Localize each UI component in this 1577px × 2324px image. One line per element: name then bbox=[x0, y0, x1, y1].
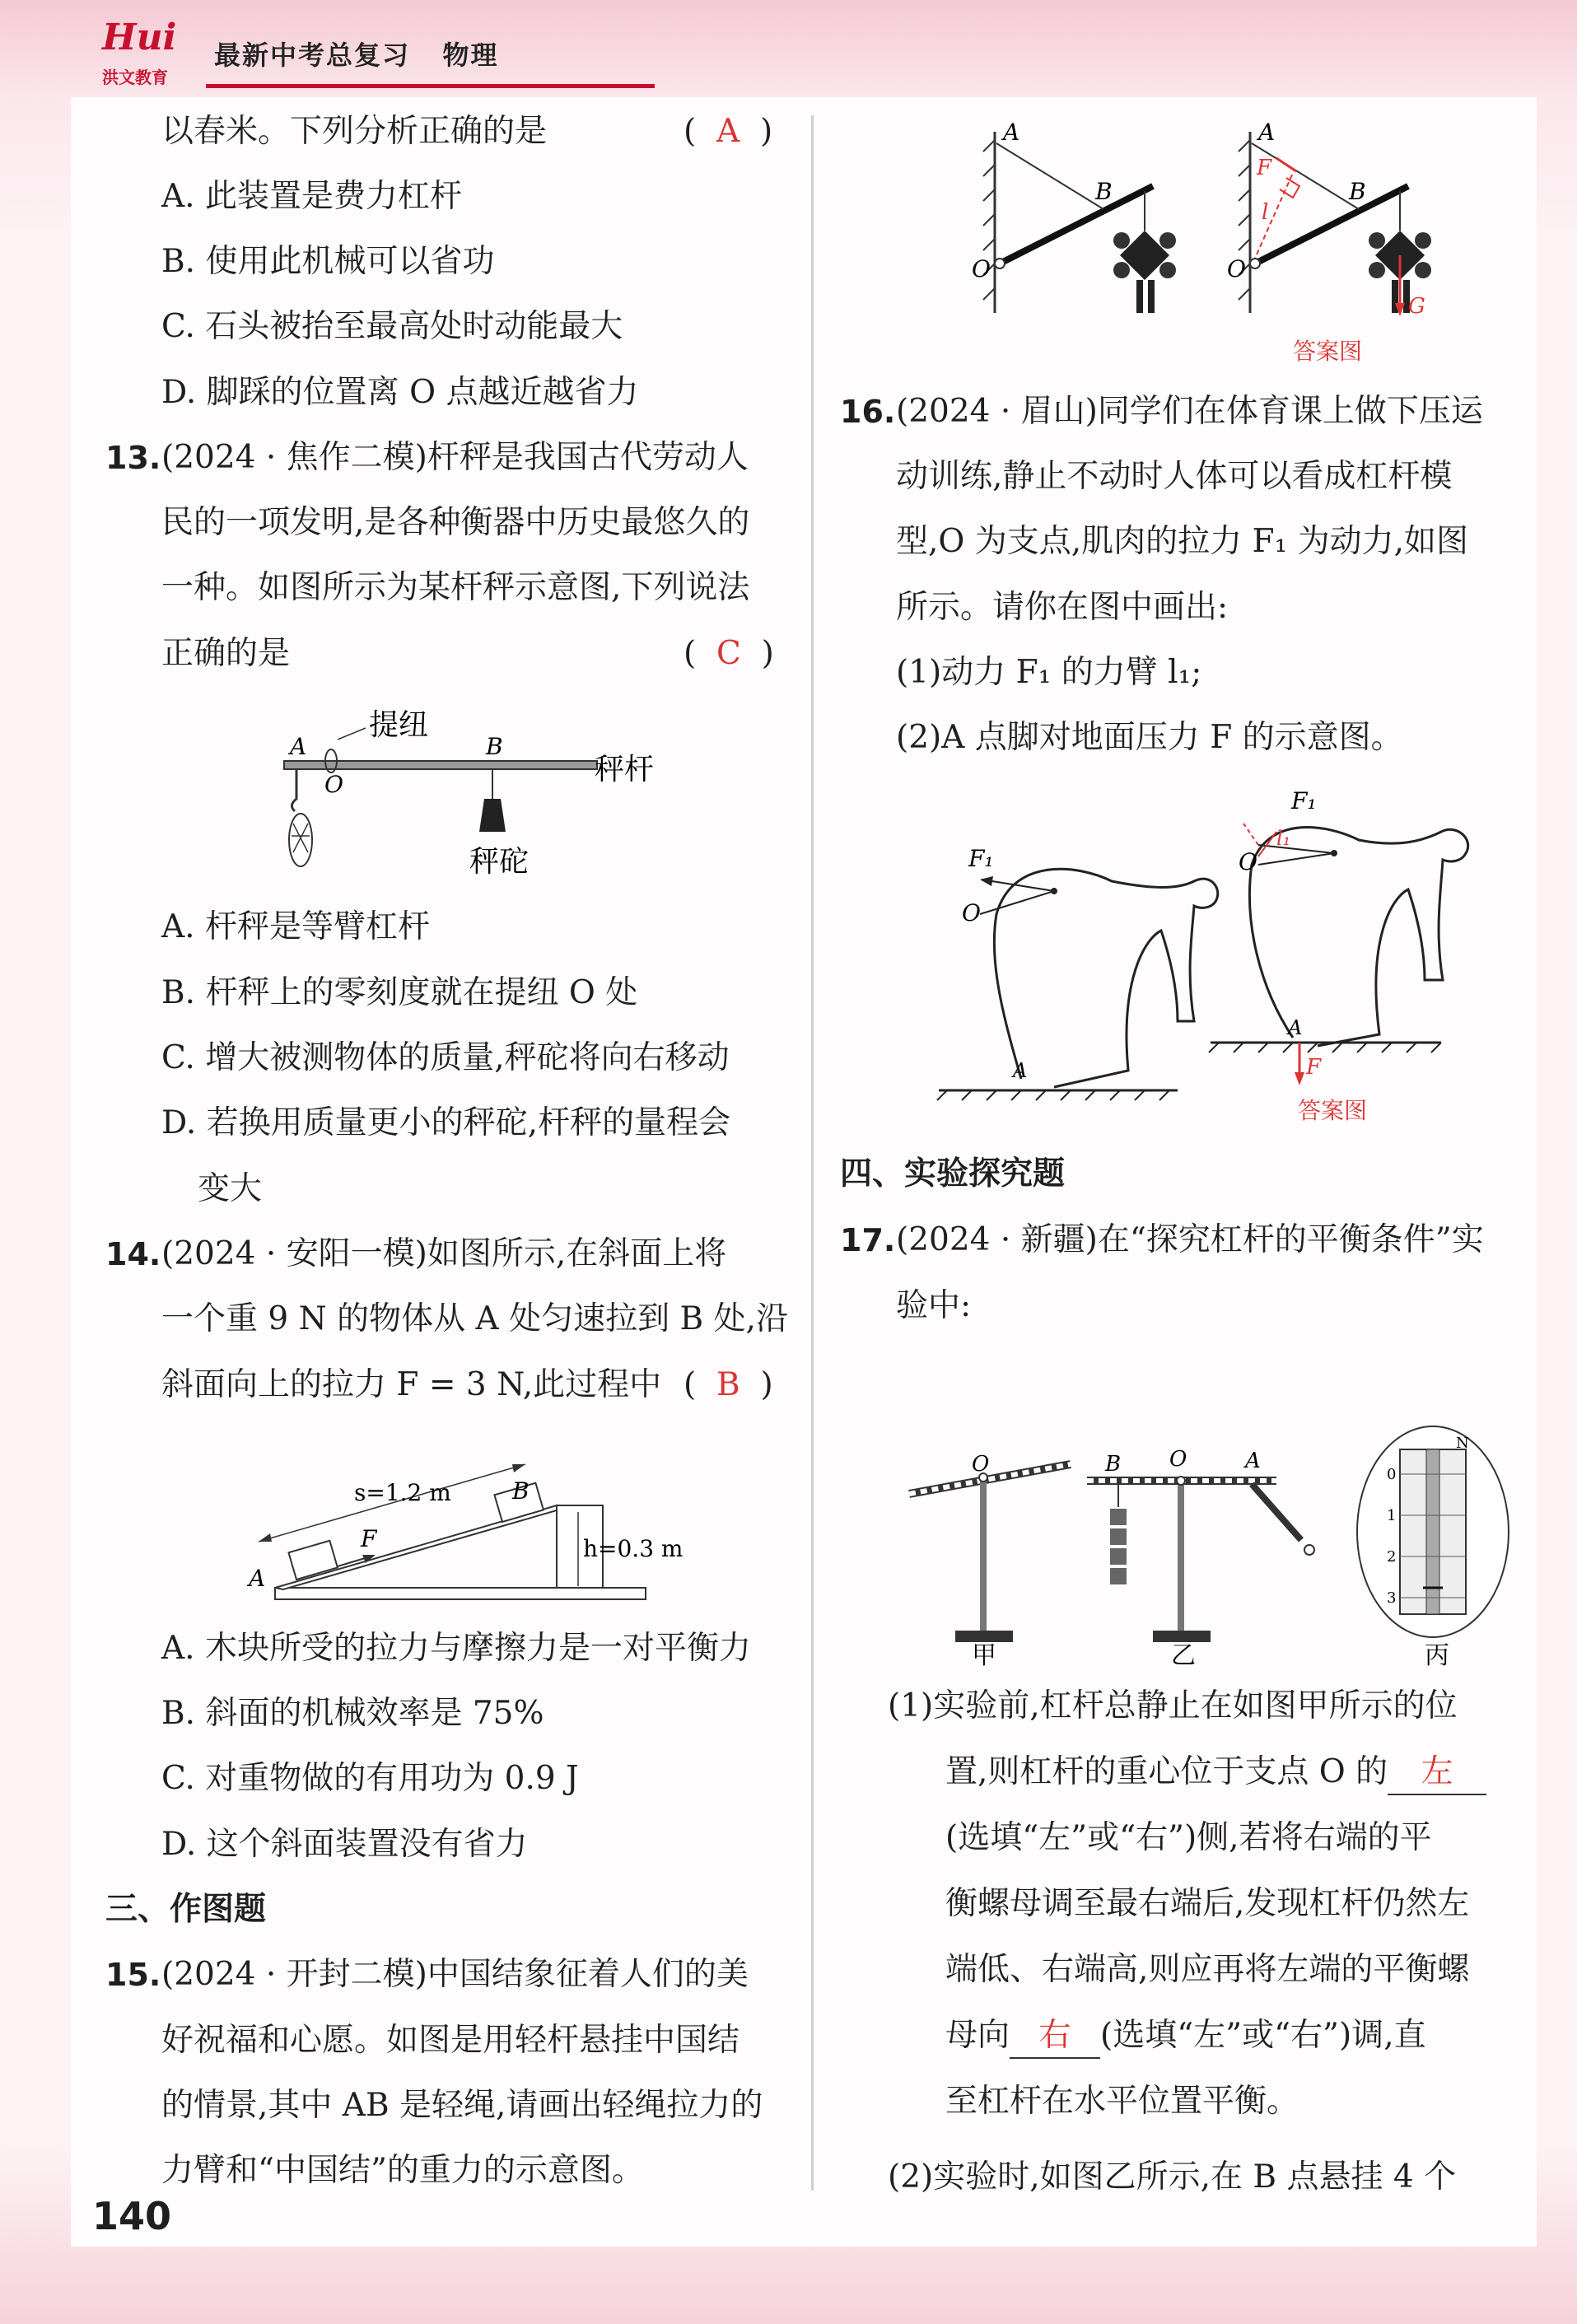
q15-number: 15. bbox=[105, 1957, 161, 1993]
q14-option-c: C. 对重物做的有用功为 0.9 J bbox=[161, 1760, 579, 1797]
label-N: N bbox=[1456, 1435, 1469, 1452]
logo-brand: Hui bbox=[102, 16, 177, 58]
q15-line-3: 的情景,其中 AB 是轻绳,请画出轻绳拉力的 bbox=[161, 2087, 763, 2124]
label-O-right: O bbox=[1239, 848, 1257, 875]
q17-p1-line-a: (1)实验前,杠杆总静止在如图甲所示的位 bbox=[888, 1687, 1458, 1724]
muscle-point-left bbox=[1051, 888, 1057, 894]
label-A: A bbox=[249, 1565, 266, 1592]
q12-stem-end: 以春米。下列分析正确的是 bbox=[161, 113, 548, 150]
scale-0: 0 bbox=[1387, 1466, 1397, 1483]
s-arrow-right bbox=[512, 1464, 525, 1472]
label-F1-right: F₁ bbox=[1291, 787, 1317, 814]
pivot-O bbox=[995, 259, 1005, 268]
muscle-line-right bbox=[1258, 853, 1334, 865]
label-B: B bbox=[512, 1477, 530, 1505]
logo-company: 洪文教育 bbox=[102, 68, 168, 87]
chinese-knot bbox=[1113, 231, 1176, 313]
label-tizu: 提纽 bbox=[369, 708, 429, 742]
label-O-left: O bbox=[962, 899, 981, 926]
q14-line-1: (2024 · 安阳一模)如图所示,在斜面上将 bbox=[161, 1235, 727, 1272]
q13-number: 13. bbox=[105, 440, 161, 476]
fish bbox=[289, 814, 312, 866]
q17-p1-line-b: 置,则杠杆的重心位于支点 O 的 左 bbox=[945, 1751, 1486, 1795]
scale-1: 1 bbox=[1387, 1507, 1397, 1524]
section-4-title: 四、实验探究题 bbox=[840, 1155, 1066, 1192]
q14-answer: ( B ) bbox=[684, 1366, 773, 1403]
q13-option-a: A. 杆秤是等臂杠杆 bbox=[161, 908, 430, 945]
label-B: B bbox=[486, 733, 503, 760]
F1-extension-line bbox=[1243, 824, 1258, 845]
label-A-yi: A bbox=[1245, 1449, 1261, 1473]
q13-option-d: D. 若换用质量更小的秤砣,杆秤的量程会 bbox=[161, 1104, 731, 1141]
ground-hatch-left bbox=[937, 1090, 1169, 1100]
answer-label-O: O bbox=[1227, 255, 1246, 282]
hook bbox=[292, 769, 296, 811]
F1-arrow-right bbox=[1258, 845, 1334, 853]
q17-p1-line-g: 至杠杆在水平位置平衡。 bbox=[945, 2083, 1299, 2120]
counterweight bbox=[479, 799, 506, 832]
q12-option-a: A. 此装置是费力杠杆 bbox=[161, 178, 462, 215]
q17-p1-line-e: 端低、右端高,则应再将左端的平衡螺 bbox=[945, 1951, 1470, 1988]
label-F1-left: F₁ bbox=[968, 845, 994, 872]
q13-line-4: 正确的是 bbox=[161, 635, 291, 672]
q12-answer: ( A ) bbox=[684, 113, 773, 150]
q14-number: 14. bbox=[105, 1236, 161, 1272]
scale-2: 2 bbox=[1387, 1548, 1397, 1566]
label-O: O bbox=[972, 255, 991, 282]
person-answer bbox=[1249, 828, 1467, 1046]
answer-caption-16: 答案图 bbox=[1298, 1097, 1368, 1124]
publisher-logo bbox=[99, 16, 198, 87]
label-jia: 甲 bbox=[972, 1641, 996, 1670]
q13-line-1: (2024 · 焦作二模)杆秤是我国古代劳动人 bbox=[161, 439, 749, 476]
label-bing: 丙 bbox=[1425, 1641, 1449, 1670]
pushup-figure bbox=[931, 774, 1491, 1128]
q16-line-4: 所示。请你在图中画出: bbox=[896, 589, 1229, 626]
label-yi: 乙 bbox=[1171, 1641, 1196, 1670]
l1-arm bbox=[1258, 832, 1276, 856]
q14-line-3: 斜面向上的拉力 F = 3 N,此过程中 bbox=[161, 1366, 662, 1403]
book-title: 最新中考总复习 物理 bbox=[214, 40, 499, 71]
label-A-left: A bbox=[1013, 1059, 1028, 1082]
q13-line-3: 一种。如图所示为某杆秤示意图,下列说法 bbox=[161, 569, 750, 606]
lever-jia bbox=[909, 1464, 1071, 1642]
q14-option-d: D. 这个斜面装置没有省力 bbox=[161, 1826, 528, 1863]
q16-line-3: 型,O 为支点,肌肉的拉力 F₁ 为动力,如图 bbox=[896, 523, 1469, 560]
header-underline bbox=[206, 84, 655, 88]
person-original bbox=[994, 869, 1217, 1087]
q17-p1-line-f: 母向 右 (选填“左”或“右”)调,直 bbox=[945, 2014, 1426, 2059]
q17-p1-line-c: (选填“左”或“右”)侧,若将右端的平 bbox=[945, 1819, 1432, 1856]
label-F-pressure: F bbox=[1306, 1055, 1322, 1080]
q17-line-2: 验中: bbox=[896, 1287, 972, 1324]
muscle-line-left bbox=[980, 891, 1054, 914]
lever-yi bbox=[1087, 1477, 1314, 1642]
answer-caption: 答案图 bbox=[1293, 338, 1363, 365]
muscle-point-right bbox=[1331, 850, 1337, 856]
page-number: 140 bbox=[92, 2194, 172, 2238]
label-B: B bbox=[1095, 178, 1113, 205]
q12-option-b: B. 使用此机械可以省功 bbox=[161, 243, 495, 280]
answer-label-G: G bbox=[1408, 294, 1425, 319]
q16-number: 16. bbox=[840, 394, 896, 430]
spacer9 bbox=[970, 891, 1054, 893]
pressure-arrowhead bbox=[1295, 1072, 1304, 1085]
q17-line-1: (2024 · 新疆)在“探究杠杆的平衡条件”实 bbox=[896, 1221, 1484, 1258]
q15-line-2: 好祝福和心愿。如图是用轻杆悬挂中国结 bbox=[161, 2022, 740, 2059]
spring-scale-dial bbox=[1357, 1426, 1509, 1637]
q13-option-b: B. 杆秤上的零刻度就在提纽 O 处 bbox=[161, 974, 638, 1011]
q14-line-2: 一个重 9 N 的物体从 A 处匀速拉到 B 处,沿 bbox=[161, 1300, 788, 1337]
label-A: A bbox=[290, 733, 307, 760]
q16-line-6: (2)A 点脚对地面压力 F 的示意图。 bbox=[896, 719, 1403, 756]
q15-line-4: 力臂和“中国结”的重力的示意图。 bbox=[161, 2152, 644, 2189]
label-h: h=0.3 m bbox=[583, 1535, 684, 1562]
tension-arrow bbox=[1276, 158, 1296, 171]
answer-label-F: F bbox=[1257, 156, 1272, 180]
chinese-knot-figure bbox=[963, 115, 1474, 379]
q12-option-d: D. 脚踩的位置离 O 点越近越省力 bbox=[161, 374, 639, 411]
label-l1: l₁ bbox=[1276, 827, 1291, 850]
label-O: O bbox=[324, 771, 343, 798]
label-F: F bbox=[361, 1525, 377, 1552]
label-O-jia: O bbox=[972, 1452, 990, 1477]
q13-option-c: C. 增大被测物体的质量,秤砣将向右移动 bbox=[161, 1039, 730, 1076]
label-O-yi: O bbox=[1169, 1447, 1187, 1472]
label-chenggan: 秤杆 bbox=[595, 753, 655, 786]
blank-1: 左 bbox=[1388, 1751, 1486, 1795]
q17-p2-line: (2)实验时,如图乙所示,在 B 点悬挂 4 个 bbox=[888, 2158, 1457, 2196]
label-A: A bbox=[1003, 119, 1020, 146]
steelyard-beam bbox=[284, 761, 597, 769]
label-B-yi: B bbox=[1105, 1452, 1122, 1477]
answer-pivot bbox=[1250, 259, 1260, 268]
q13-line-2: 民的一项发明,是各种衡器中历史最悠久的 bbox=[161, 504, 750, 541]
q14-option-a: A. 木块所受的拉力与摩擦力是一对平衡力 bbox=[161, 1630, 751, 1667]
scale-3: 3 bbox=[1387, 1589, 1397, 1607]
q16-line-2: 动训练,静止不动时人体可以看成杠杆模 bbox=[896, 458, 1453, 495]
q15-line-1: (2024 · 开封二模)中国结象征着人们的美 bbox=[161, 1956, 749, 1993]
blank-2: 右 bbox=[1010, 2014, 1100, 2059]
q13-answer: ( C ) bbox=[684, 635, 774, 672]
F1-arrowhead-left bbox=[980, 876, 993, 886]
answer-label-l: l bbox=[1262, 200, 1269, 225]
incline-base bbox=[275, 1588, 646, 1599]
lever-experiment-figure bbox=[889, 1416, 1515, 1670]
label-s: s=1.2 m bbox=[354, 1479, 451, 1506]
q17-p1-line-d: 衡螺母调至最右端后,发现杠杆仍然左 bbox=[945, 1885, 1470, 1922]
incline-figure bbox=[239, 1425, 684, 1614]
q12-option-c: C. 石头被抬至最高处时动能最大 bbox=[161, 308, 623, 345]
rope-AB bbox=[996, 143, 1103, 209]
answer-label-B: B bbox=[1349, 178, 1366, 205]
column-divider bbox=[811, 115, 814, 2191]
q16-line-1: (2024 · 眉山)同学们在体育课上做下压运 bbox=[896, 393, 1483, 430]
right-angle-mark bbox=[1280, 178, 1299, 198]
q17-number: 17. bbox=[840, 1222, 896, 1258]
label-chengtuo: 秤砣 bbox=[469, 845, 530, 879]
s-arrow-left bbox=[259, 1533, 272, 1542]
q16-line-5: (1)动力 F₁ 的力臂 l₁; bbox=[896, 654, 1202, 691]
label-A-right: A bbox=[1288, 1016, 1303, 1039]
section-3-title: 三、作图题 bbox=[105, 1891, 267, 1928]
q13-option-d-cont: 变大 bbox=[198, 1170, 263, 1207]
q14-option-b: B. 斜面的机械效率是 75% bbox=[161, 1695, 544, 1732]
steelyard-figure bbox=[272, 700, 667, 881]
answer-label-A: A bbox=[1258, 119, 1276, 146]
page-header bbox=[99, 15, 1548, 89]
tizu-leader bbox=[338, 728, 366, 740]
